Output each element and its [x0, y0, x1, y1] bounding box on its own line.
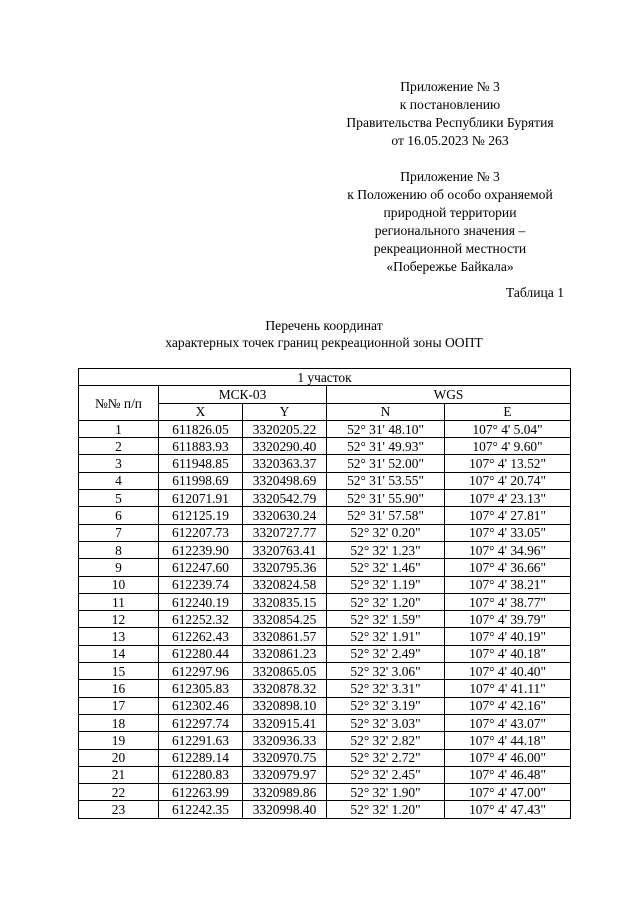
cell-n: 52° 32' 3.06" [327, 663, 445, 680]
cell-number: 17 [79, 697, 159, 714]
header-line: к Положению об особо охраняемой [347, 187, 553, 202]
cell-e: 107° 4' 20.74" [445, 472, 571, 489]
cell-number: 13 [79, 628, 159, 645]
header-line: рекреационной местности [373, 241, 527, 256]
cell-y: 3320795.36 [243, 559, 327, 576]
table-caption [78, 317, 570, 351]
cell-x: 612071.91 [159, 490, 243, 507]
cell-n: 52° 32' 1.23" [327, 541, 445, 558]
cell-number: 18 [79, 714, 159, 731]
cell-e: 107° 4' 40.19" [445, 628, 571, 645]
cell-number: 14 [79, 645, 159, 662]
cell-e: 107° 4' 13.52" [445, 455, 571, 472]
cell-number: 20 [79, 749, 159, 766]
appendix-header [300, 78, 600, 276]
cell-x: 611826.05 [159, 420, 243, 437]
table-row [79, 559, 571, 576]
cell-n: 52° 32' 1.90" [327, 784, 445, 801]
column-group-wgs: WGS [327, 386, 571, 403]
column-header-number: №№ п/п [79, 386, 159, 421]
cell-e: 107° 4' 38.77" [445, 593, 571, 610]
cell-x: 612291.63 [159, 732, 243, 749]
cell-y: 3320205.22 [243, 420, 327, 437]
cell-n: 52° 31' 49.93" [327, 438, 445, 455]
cell-n: 52° 32' 1.20" [327, 593, 445, 610]
column-header-x: X [159, 403, 243, 420]
table-row [79, 697, 571, 714]
cell-e: 107° 4' 46.00" [445, 749, 571, 766]
cell-number: 22 [79, 784, 159, 801]
cell-n: 52° 32' 3.31" [327, 680, 445, 697]
column-group-msk: МСК-03 [159, 386, 327, 403]
header-line: «Побережье Байкала» [386, 259, 514, 274]
cell-x: 612280.83 [159, 766, 243, 783]
cell-n: 52° 31' 48.10" [327, 420, 445, 437]
cell-x: 611948.85 [159, 455, 243, 472]
cell-x: 612239.74 [159, 576, 243, 593]
cell-y: 3320989.86 [243, 784, 327, 801]
table-row [79, 507, 571, 524]
section-title: 1 участок [79, 369, 571, 386]
table-row [79, 472, 571, 489]
cell-e: 107° 4' 40.18" [445, 645, 571, 662]
table-row [79, 420, 571, 437]
cell-number: 11 [79, 593, 159, 610]
cell-y: 3320854.25 [243, 611, 327, 628]
cell-x: 612302.46 [159, 697, 243, 714]
column-header-y: Y [243, 403, 327, 420]
cell-y: 3320824.58 [243, 576, 327, 593]
table-row [79, 801, 571, 818]
table-row [79, 714, 571, 731]
cell-number: 10 [79, 576, 159, 593]
cell-y: 3320498.69 [243, 472, 327, 489]
cell-n: 52° 32' 0.20" [327, 524, 445, 541]
table-row [79, 628, 571, 645]
cell-n: 52° 31' 57.58" [327, 507, 445, 524]
cell-x: 612280.44 [159, 645, 243, 662]
cell-x: 612289.14 [159, 749, 243, 766]
caption-line: Перечень координат [265, 318, 383, 333]
cell-n: 52° 32' 1.19" [327, 576, 445, 593]
cell-y: 3320630.24 [243, 507, 327, 524]
table-number: Таблица 1 [505, 285, 564, 300]
header-line: от 16.05.2023 № 263 [391, 133, 509, 148]
cell-number: 9 [79, 559, 159, 576]
cell-number: 12 [79, 611, 159, 628]
cell-number: 5 [79, 490, 159, 507]
cell-y: 3320835.15 [243, 593, 327, 610]
cell-y: 3320542.79 [243, 490, 327, 507]
header-gap [300, 150, 600, 168]
cell-number: 8 [79, 541, 159, 558]
cell-y: 3320898.10 [243, 697, 327, 714]
column-header-n: N [327, 403, 445, 420]
cell-e: 107° 4' 47.00" [445, 784, 571, 801]
cell-e: 107° 4' 34.96" [445, 541, 571, 558]
cell-n: 52° 32' 1.20" [327, 801, 445, 818]
cell-e: 107° 4' 33.05" [445, 524, 571, 541]
table-row [79, 593, 571, 610]
cell-e: 107° 4' 43.07" [445, 714, 571, 731]
cell-n: 52° 32' 2.82" [327, 732, 445, 749]
cell-e: 107° 4' 46.48" [445, 766, 571, 783]
cell-n: 52° 32' 2.49" [327, 645, 445, 662]
cell-n: 52° 31' 53.55" [327, 472, 445, 489]
cell-e: 107° 4' 40.40" [445, 663, 571, 680]
table-row [79, 541, 571, 558]
cell-y: 3320363.37 [243, 455, 327, 472]
table-row [79, 766, 571, 783]
cell-y: 3320979.97 [243, 766, 327, 783]
cell-x: 611883.93 [159, 438, 243, 455]
cell-y: 3320878.32 [243, 680, 327, 697]
cell-n: 52° 32' 2.72" [327, 749, 445, 766]
cell-y: 3320727.77 [243, 524, 327, 541]
table-row [79, 645, 571, 662]
cell-y: 3320970.75 [243, 749, 327, 766]
cell-n: 52° 32' 3.19" [327, 697, 445, 714]
header-line: природной территории [383, 205, 517, 220]
cell-e: 107° 4' 47.43" [445, 801, 571, 818]
cell-x: 612252.32 [159, 611, 243, 628]
cell-number: 19 [79, 732, 159, 749]
cell-y: 3320763.41 [243, 541, 327, 558]
cell-e: 107° 4' 44.18" [445, 732, 571, 749]
cell-y: 3320861.57 [243, 628, 327, 645]
cell-n: 52° 32' 2.45" [327, 766, 445, 783]
header-line: Приложение № 3 [400, 169, 500, 184]
table-row [79, 438, 571, 455]
table-row [79, 749, 571, 766]
cell-n: 52° 32' 1.46" [327, 559, 445, 576]
cell-y: 3320915.41 [243, 714, 327, 731]
cell-x: 612297.74 [159, 714, 243, 731]
cell-number: 3 [79, 455, 159, 472]
cell-e: 107° 4' 38.21" [445, 576, 571, 593]
cell-x: 612297.96 [159, 663, 243, 680]
cell-number: 21 [79, 766, 159, 783]
cell-n: 52° 32' 1.91" [327, 628, 445, 645]
cell-e: 107° 4' 23.13" [445, 490, 571, 507]
cell-e: 107° 4' 36.66" [445, 559, 571, 576]
cell-x: 612263.99 [159, 784, 243, 801]
table-row [79, 663, 571, 680]
cell-number: 6 [79, 507, 159, 524]
cell-e: 107° 4' 27.81" [445, 507, 571, 524]
cell-n: 52° 31' 55.90" [327, 490, 445, 507]
table-row [79, 524, 571, 541]
cell-n: 52° 32' 1.59" [327, 611, 445, 628]
cell-e: 107° 4' 9.60" [445, 438, 571, 455]
cell-number: 4 [79, 472, 159, 489]
header-line: Приложение № 3 [400, 79, 500, 94]
cell-number: 16 [79, 680, 159, 697]
cell-number: 23 [79, 801, 159, 818]
column-header-e: E [445, 403, 571, 420]
table-row [79, 611, 571, 628]
cell-n: 52° 31' 52.00" [327, 455, 445, 472]
header-line: регионального значения – [374, 223, 526, 238]
table-row [79, 576, 571, 593]
table-row [79, 784, 571, 801]
cell-y: 3320861.23 [243, 645, 327, 662]
cell-y: 3320290.40 [243, 438, 327, 455]
cell-y: 3320865.05 [243, 663, 327, 680]
cell-x: 612247.60 [159, 559, 243, 576]
table-row [79, 490, 571, 507]
table-row [79, 455, 571, 472]
cell-y: 3320936.33 [243, 732, 327, 749]
cell-x: 612305.83 [159, 680, 243, 697]
caption-line: характерных точек границ рекреационной зоны ООПТ [165, 335, 483, 350]
table-body [79, 420, 571, 818]
header-line: к постановлению [399, 97, 501, 112]
cell-number: 2 [79, 438, 159, 455]
cell-x: 612242.35 [159, 801, 243, 818]
cell-x: 612262.43 [159, 628, 243, 645]
cell-x: 612207.73 [159, 524, 243, 541]
cell-number: 1 [79, 420, 159, 437]
cell-x: 612239.90 [159, 541, 243, 558]
cell-e: 107° 4' 42.16" [445, 697, 571, 714]
cell-e: 107° 4' 5.04" [445, 420, 571, 437]
cell-y: 3320998.40 [243, 801, 327, 818]
cell-x: 612125.19 [159, 507, 243, 524]
coordinates-table [78, 368, 571, 819]
cell-number: 7 [79, 524, 159, 541]
table-row [79, 732, 571, 749]
cell-x: 612240.19 [159, 593, 243, 610]
cell-n: 52° 32' 3.03" [327, 714, 445, 731]
cell-e: 107° 4' 41.11" [445, 680, 571, 697]
cell-number: 15 [79, 663, 159, 680]
table-row [79, 680, 571, 697]
cell-e: 107° 4' 39.79" [445, 611, 571, 628]
header-line: Правительства Республики Бурятия [346, 115, 554, 130]
cell-x: 611998.69 [159, 472, 243, 489]
